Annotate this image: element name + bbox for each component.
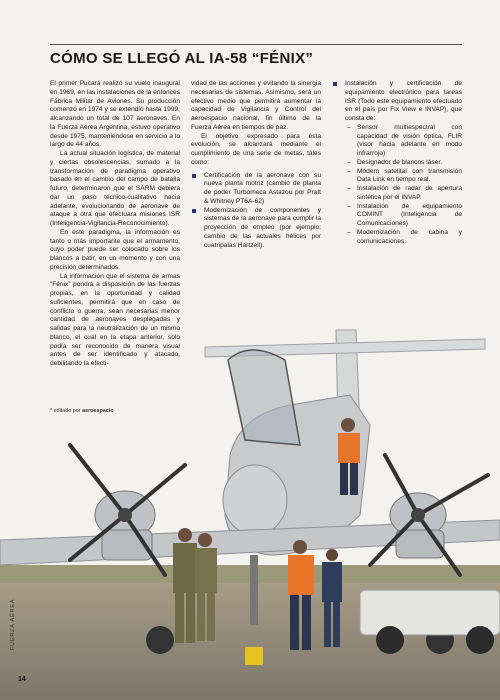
- sublist-item: – Instalación de equipamiento COMINT (Inteligencia de Comunicaciones): [347, 202, 462, 227]
- square-bullet-icon: [192, 209, 196, 213]
- paragraph: El primer Pucará realizó su vuelo inaugural en 1969, en las instalaciones de la entonces Fábrica Militar de Aviones. Su producción comenzó en 1974 y se extendió hasta 1999, alcanzando un total de 107 aeronaves. En la Fuerza Aérea Argentina, estuvo operativo desde 1975, manteniéndose en servicio a lo largo de 44 años.: [50, 80, 180, 149]
- wheel-chock: [245, 647, 263, 665]
- magazine-side-label: FUERZA AÉREA: [10, 598, 16, 650]
- list-item: Certificación de la aeronave con su nueva planta motriz (cambio de planta de poder Turbomeca Astazou por Pratt & Whitney PT6A-62): [191, 172, 321, 207]
- paragraph: En este paradigma, la información es tanto o más importante que el armamento, cuyo poder puede ser colocado sobre los blancos a batir, en un momento y con una precisión determinados.: [50, 228, 180, 271]
- list-item: Instalación y certificación de equipamiento electrónico para tareas ISR (Todo este equipamiento efectuado en el país por Fix View e INVAP), que consta de: – Sensor multiespectral con capacidad de visión óptica, FLIR (visor hacia adelante en modo infrarrojo) – Designador de blancos láser. – Módem satelital con transmisión Data Link en tiempo real. – Instalación de radar de apertura sintética por el INVAP. – Instalación de equipamiento COMINT (Inteligencia de Comunicaciones) – Modernización de cabina y comunicaciones.: [332, 80, 462, 246]
- paragraph: La información que el sistema de armas “Fénix” pondrá a disposición de las fuerzas propias, en la oportunidad y calidad suficientes, permitirá que en caso de conflicto o guerra, sean necesarias menor cantidad de aeronaves desplegadas y salidas para la neutralización de un mismo blanco, el cual en la etapa anterior, solo podía ser reconocido de manera visual antes de ser identificado y atacado, debilitando la efecti-: [50, 272, 180, 367]
- aircraft-nose: [223, 465, 287, 535]
- column-2: [191, 80, 321, 250]
- paragraph: El objetivo expresado para esta evolución, se alcanzará mediante el cumplimiento de una serie de metas, tales como:: [191, 132, 321, 166]
- dash-icon: –: [347, 167, 351, 175]
- sublist-item: – Sensor multiespectral con capacidad de visión óptica, FLIR (visor hacia adelante en modo infrarrojo): [347, 123, 462, 157]
- goals-list-continued: [332, 80, 462, 246]
- page-number: 14: [18, 676, 26, 683]
- square-bullet-icon: [192, 174, 196, 178]
- paragraph: vidad de las acciones y evitando la sinergia necesarias de sistemas. Asimismo, será un efectivo medio que permitirá aumentar la capacidad de Vigilancia y Control del aeroespacio nacional, fin último de la Fuerza Aérea en tiempos de paz.: [191, 80, 321, 131]
- paragraph: La actual situación logística, de material y ciertas obsolescencias, sumado a la transformación de paradigma operativo basado en el cambio del campo de batalla futuro, determinaron que el SARM debiera dar un paso técnico-cualitativo hacia adelante, evolucionando de aeronave de ataque a otra que efectuara misiones ISR (Inteligencia-Vigilancia-Reconocimiento).: [50, 150, 180, 227]
- sublist-item: – Módem satelital con transmisión Data Link en tiempo real.: [347, 167, 462, 184]
- top-rule: [50, 44, 462, 45]
- dash-icon: –: [347, 185, 351, 192]
- vehicle-wheel: [376, 626, 404, 654]
- open-canopy: [228, 350, 300, 445]
- list-item: Modernización de componentes y sistemas de la aeronave para cumplir la proyección de empleo (por ejemplo: cambio de las actuales hélices por cuatripalas Hartzell).: [191, 207, 321, 251]
- dash-icon: –: [347, 202, 351, 210]
- column-3: [332, 80, 462, 246]
- equipment-sublist: [345, 124, 462, 247]
- left-wheel: [146, 626, 174, 654]
- goals-list: [191, 172, 321, 251]
- vehicle-wheel: [466, 626, 494, 654]
- aircraft-photo: [0, 325, 500, 700]
- sublist-item: – Designador de blancos láser.: [347, 158, 443, 166]
- square-bullet-icon: [333, 82, 337, 86]
- sublist-item: – Modernización de cabina y comunicaciones.: [347, 228, 462, 245]
- nose-gear: [250, 555, 258, 625]
- dash-icon: –: [347, 158, 351, 166]
- left-spinner: [118, 508, 132, 522]
- footnote: * editado por aeroespacio: [50, 408, 114, 414]
- article-title: CÓMO SE LLEGÓ AL IA-58 “FÉNIX”: [50, 50, 314, 67]
- right-spinner: [411, 508, 425, 522]
- footnote-source: aeroespacio: [82, 408, 114, 414]
- sublist-item: – Instalación de radar de apertura sintética por el INVAP.: [347, 185, 462, 201]
- dash-icon: –: [347, 228, 351, 236]
- dash-icon: –: [347, 123, 351, 131]
